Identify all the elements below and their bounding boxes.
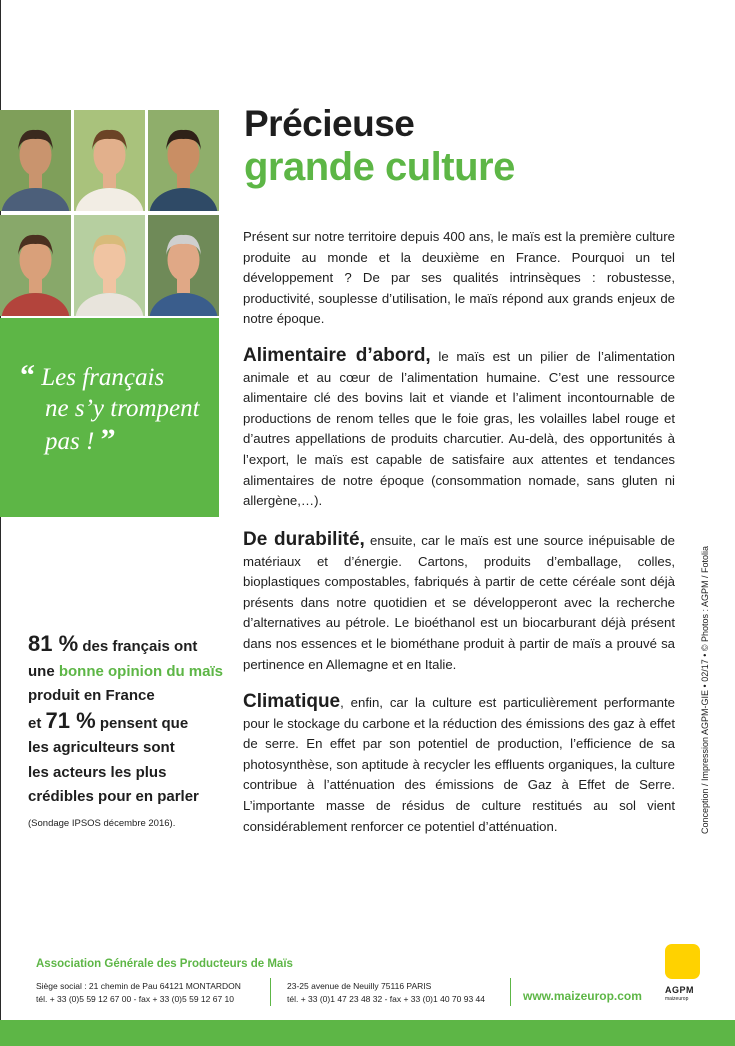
- address-line: Siège social : 21 chemin de Pau 64121 MONTARDON: [36, 981, 241, 991]
- stat-highlight: bonne opinion du maïs: [58, 662, 224, 680]
- logo-mark-icon: [665, 944, 700, 979]
- portrait-image: [148, 110, 219, 211]
- address-paris: [287, 980, 485, 1006]
- quote-line-2: ne s’y trompent: [45, 395, 200, 422]
- stat-text: crédibles pour en parler: [28, 788, 199, 805]
- stat-percent-71: 71 %: [45, 707, 96, 733]
- photo-credit: Conception / Impression AGPM-GIE • 02/17 • © Photos : AGPM / Fotolia: [700, 545, 710, 834]
- portrait-photo: [148, 215, 219, 316]
- stat-percent-81: 81 %: [28, 631, 79, 656]
- address-montardon: [36, 980, 241, 1006]
- section-heading: Climatique: [243, 691, 341, 712]
- section-heading: Alimentaire d’abord,: [243, 345, 431, 366]
- section-climatique: [243, 692, 675, 837]
- portrait-image: [0, 215, 71, 316]
- title-line-1: Précieuse: [244, 103, 415, 144]
- section-durabilite: [243, 530, 675, 675]
- agpm-logo: [661, 944, 705, 1004]
- footer-divider: [510, 978, 511, 1006]
- stat-text: produit en France: [28, 687, 155, 704]
- logo-subtitle: maizeurop: [665, 996, 689, 1002]
- address-line: 23-25 avenue de Neuilly 75116 PARIS: [287, 981, 432, 991]
- survey-stats: [28, 632, 223, 829]
- quote-line-1: Les français: [41, 364, 165, 391]
- portrait-image: [0, 110, 71, 211]
- portrait-photo: [0, 215, 71, 316]
- intro-paragraph: Présent sur notre territoire depuis 400 ans, le maïs est la première culture produite au monde et la deuxième en France. Pourquoi un tel développement ? De par ses qualités intrinsèques : robustesse, productivité, souplesse d’utilisation, le maïs répond aux grands enjeux de notre époque.: [243, 229, 675, 327]
- pull-quote: [20, 360, 215, 457]
- portrait-image: [74, 110, 145, 211]
- footer-divider: [270, 978, 271, 1006]
- stat-text: les agriculteurs sont: [28, 739, 175, 756]
- survey-source: (Sondage IPSOS décembre 2016).: [28, 817, 176, 829]
- phone-line: tél. + 33 (0)5 59 12 67 00 - fax + 33 (0)5 59 12 67 10: [36, 994, 234, 1004]
- logo-name: AGPM: [665, 985, 694, 995]
- page-title: [244, 103, 515, 189]
- section-alimentaire: [243, 346, 675, 512]
- section-text: le maïs est un pilier de l’alimentation animale et au cœur de l’alimentation humaine. C’est une ressource alimentaire clé des bovins lait et viande et l’aliment incontournable de productions de renom telles que le foie gras, les volailles label rouge et d’autres appellations de produits charcutier. Au-delà, des opportunités à l’export, le maïs est capable de satisfaire aux attentes et tendances alimentaires de notre époque (consommation nomade, sans gluten ni allergène,…).: [243, 349, 675, 509]
- website-link[interactable]: www.maizeurop.com: [523, 989, 642, 1003]
- stat-text: une: [28, 662, 59, 680]
- quote-box: [0, 318, 219, 517]
- portrait-image: [74, 215, 145, 316]
- association-name: Association Générale des Producteurs de Maïs: [36, 958, 293, 970]
- stat-text: pensent que: [99, 714, 189, 732]
- portrait-photo: [74, 110, 145, 211]
- quote-line-3: pas !: [45, 428, 95, 455]
- farmer-portraits-grid: [0, 110, 219, 318]
- portrait-photo: [148, 110, 219, 211]
- open-quote-mark: “: [20, 359, 35, 392]
- close-quote-mark: ”: [100, 423, 116, 456]
- stat-text: et: [28, 714, 46, 732]
- section-text: , enfin, car la culture est particulièrement performante pour le stockage du carbone et la réduction des émissions des gaz à effet de serre. En effet par son potentiel de production, l’efficience de sa photosynthèse, son aptitude à recycler les effluents organiques, la culture contribue à l’atténuation des émissions de Gaz à Effet de Serre. L’importante masse de résidus de culture restitués au sol vient considérablement renforcer ce potentiel d’atténuation.: [243, 695, 675, 834]
- portrait-image: [148, 215, 219, 316]
- section-text: ensuite, car le maïs est une source inépuisable de matériaux et d’énergie. Cartons, produits d’emballage, colles, bioplastiques compostables, fabriqués à partir de cette céréale sont déjà présents dans notre quotidien et se développeront avec la recherche d’alternatives au pétrole. Le bioéthanol est un biocarburant déjà présent dans nos essences et le biométhane produit à partir de maïs a prouvé sa pertinence en Allemagne et en Italie.: [243, 533, 675, 672]
- stat-text: les acteurs les plus: [28, 763, 167, 781]
- portrait-photo: [74, 215, 145, 316]
- stat-text: des français ont: [82, 638, 198, 655]
- bottom-green-band: [0, 1020, 735, 1046]
- title-line-2: grande culture: [244, 145, 515, 189]
- portrait-photo: [0, 110, 71, 211]
- phone-line: tél. + 33 (0)1 47 23 48 32 - fax + 33 (0)1 40 70 93 44: [287, 994, 485, 1004]
- section-heading: De durabilité,: [243, 529, 365, 550]
